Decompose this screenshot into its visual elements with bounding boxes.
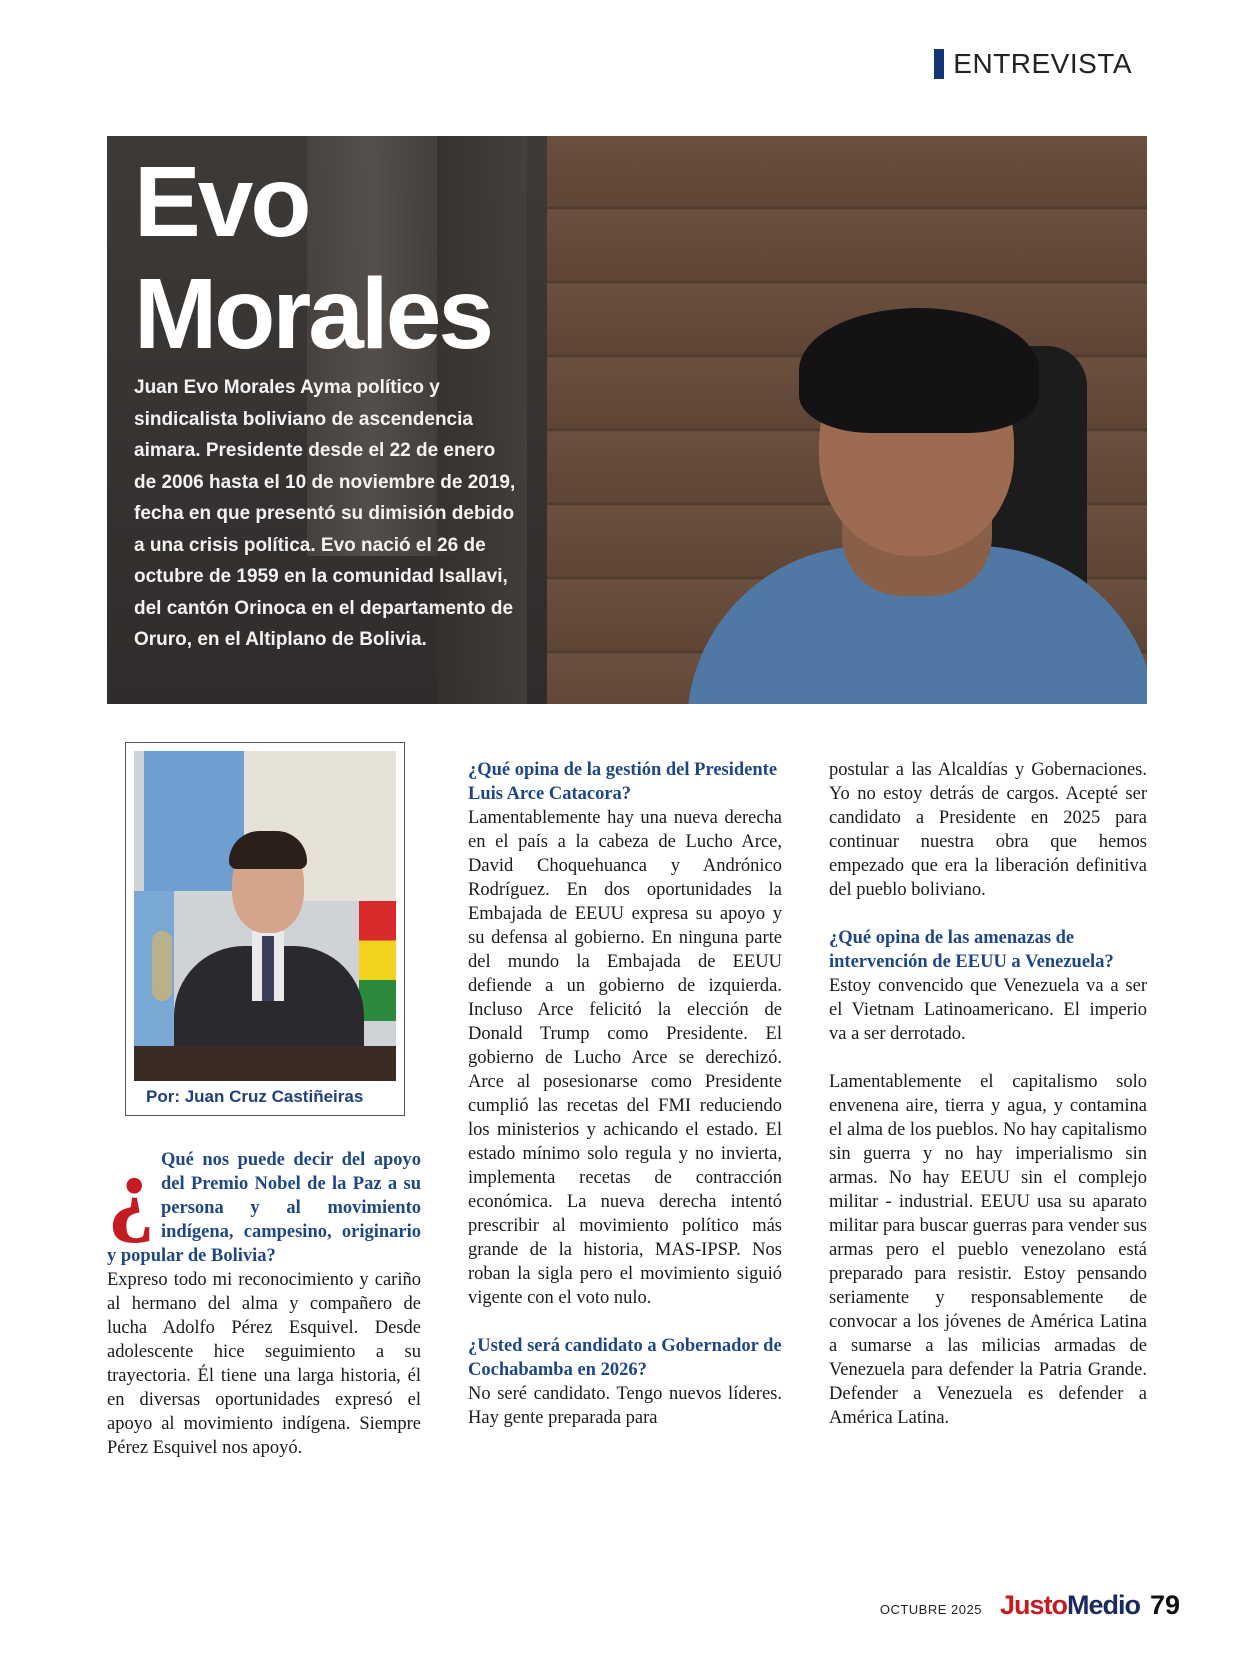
spacer: [829, 1046, 1147, 1070]
spacer: [468, 1310, 782, 1334]
author-hair: [229, 831, 307, 869]
answer-4: Estoy convencido que Venezuela va a ser el Vietnam Latinoamericano. El imperio va a ser derrotado.: [829, 976, 1147, 1044]
un-flag-shape: [144, 751, 244, 891]
intro-text: Juan Evo Morales Ayma político y sindicalista boliviano de ascendencia aimara. Presidente desde el 22 de enero de 2006 hasta el 10 de noviembre de 2019, fecha en que presentó su dimisión debido a una crisis política. Evo nació el 26 de octubre de 1959 en la comunidad Isallavi, del cantón Orinoca en el departamento de Oruro, en el Altiplano de Bolivia.: [134, 377, 516, 650]
spacer: [829, 902, 1147, 926]
hero-banner: [107, 136, 1147, 704]
issue-date: OCTUBRE 2025: [879, 1602, 982, 1617]
author-photo-box: [125, 742, 405, 1116]
bolivia-flag-shape: [359, 901, 396, 1021]
column-3: [829, 758, 1147, 1430]
hero-person-hair: [799, 308, 1039, 433]
question-1-text: Qué nos puede decir del apoyo del Premio Nobel de la Paz a su persona y al movimiento indígena, campesino, originario y popular de Bolivia?: [107, 1150, 421, 1266]
brand-logo-part-2: Medio: [1066, 1590, 1140, 1620]
author-credit: Por: Juan Cruz Castiñeiras: [146, 1087, 364, 1106]
answer-1: Expreso todo mi reconocimiento y cariño al hermano del alma y compañero de lucha Adolfo Pérez Esquivel. Desde adolescente hice seguimiento a su trayectoria. Él tiene una larga historia, él en diversas oportunidades expresó el apoyo al movimiento indígena. Siempre Pérez Esquivel nos apoyó.: [107, 1270, 421, 1458]
microphone-shape: [152, 931, 172, 1001]
question-1: [107, 1137, 421, 1268]
section-bar: [934, 49, 944, 79]
dropcap-question-mark: ¿: [107, 1137, 155, 1244]
answer-3-continued: postular a las Alcaldías y Gobernaciones. Yo no estoy detrás de cargos. Acepté ser candidato a Presidente en 2025 para continuar nuestra obra que hemos empezado que era la liberación definitiva del pueblo boliviano.: [829, 760, 1147, 900]
interviewee-name: [134, 146, 491, 370]
column-1: [107, 1137, 421, 1460]
desk-shape: [134, 1046, 396, 1081]
page-number: 79: [1149, 1590, 1180, 1620]
name-line-1: Evo: [134, 146, 309, 258]
question-4: ¿Qué opina de las amenazas de intervención de EEUU a Venezuela?: [829, 928, 1114, 972]
answer-3: No seré candidato. Tengo nuevos líderes. Hay gente preparada para: [468, 1384, 782, 1428]
name-line-2: Morales: [134, 258, 491, 370]
page-footer: [880, 1590, 1180, 1621]
question-3: ¿Usted será candidato a Gobernador de Cochabamba en 2026?: [468, 1336, 782, 1380]
section-label: ENTREVISTA: [953, 48, 1132, 79]
column-2: [468, 758, 782, 1430]
answer-5: Lamentablemente el capitalismo solo envenena aire, tierra y agua, y contamina el alma de los pueblos. No hay capitalismo sin guerra y no hay imperialismo sin armas. No hay EEUU sin el complejo militar - industrial. EEUU usa su aparato militar para buscar guerras para vender sus armas pero el pueblo venezolano está preparado para resistir. Estoy pensando seriamente y responsablemente de convocar a los jóvenes de América Latina a sumarse a las milicias armadas de Venezuela para defender la Patria Grande. Defender a Venezuela es defender a América Latina.: [829, 1072, 1147, 1428]
author-photo: [134, 751, 396, 1081]
brand-logo-part-1: Justo: [999, 1590, 1067, 1620]
section-tag: [934, 48, 1132, 80]
author-tie: [262, 936, 274, 1001]
question-2: ¿Qué opina de la gestión del Presidente Luis Arce Catacora?: [468, 760, 778, 804]
answer-2: Lamentablemente hay una nueva derecha en el país a la cabeza de Lucho Arce, David Choquehuanca y Andrónico Rodríguez. En dos oportunidades la Embajada de EEUU expresa su apoyo y su defensa al gobierno. En ninguna parte del mundo la Embajada de EEUU defiende a un gobierno de izquierda. Incluso Arce felicitó la elección de Donald Trump como Presidente. El gobierno de Lucho Arce se derechizó. Arce al posesionarse como Presidente cumplió las recetas del FMI reduciendo los ministerios y achicando el estado. El estado mínimo solo regula y no invierta, implementa recetas de contracción económica. La nueva derecha intentó prescribir al movimiento político más grande de la historia, MAS-IPSP. Nos roban la sigla pero el movimiento siguió vigente con el voto nulo.: [468, 808, 782, 1308]
